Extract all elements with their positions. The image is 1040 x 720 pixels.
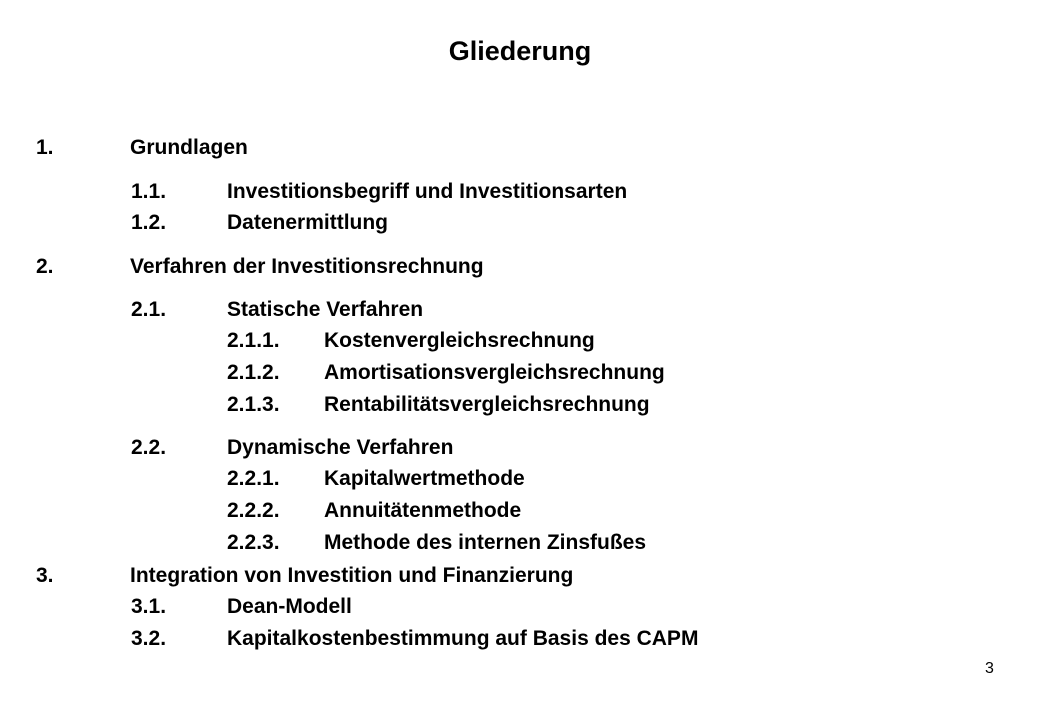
- page-number: 3: [985, 660, 994, 677]
- outline-text: Dean-Modell: [227, 595, 352, 618]
- outline-text: Datenermittlung: [227, 211, 389, 234]
- outline-text: Grundlagen: [130, 136, 248, 159]
- outline-number: 2.: [36, 255, 54, 278]
- outline-number: 2.2.3.: [227, 531, 280, 554]
- outline-text: Methode des internen Zinsfußes: [324, 531, 647, 554]
- outline-text: Dynamische Verfahren: [227, 436, 454, 459]
- outline-number: 2.1.: [131, 298, 167, 321]
- outline-text: Rentabilitätsvergleichsrechnung: [324, 393, 650, 416]
- outline-number: 3.2.: [131, 627, 167, 650]
- outline-number: 3.1.: [131, 595, 167, 618]
- outline-text: Amortisationsvergleichsrechnung: [324, 361, 665, 384]
- outline-number: 2.1.3.: [227, 393, 280, 416]
- outline-text: Kapitalwertmethode: [324, 467, 525, 490]
- outline-text: Kostenvergleichsrechnung: [324, 329, 595, 352]
- outline-text: Kapitalkostenbestimmung auf Basis des CAPM: [227, 627, 699, 650]
- outline-number: 2.2.1.: [227, 467, 280, 490]
- outline-number: 3.: [36, 564, 54, 587]
- outline-number: 1.1.: [131, 180, 167, 203]
- outline-text: Verfahren der Investitionsrechnung: [130, 255, 484, 278]
- outline-number: 1.2.: [131, 211, 167, 234]
- outline-text: Integration von Investition und Finanzierung: [130, 564, 574, 587]
- outline-number: 2.2.2.: [227, 499, 280, 522]
- outline-text: Statische Verfahren: [227, 298, 424, 321]
- outline-number: 2.1.1.: [227, 329, 280, 352]
- outline-number: 2.1.2.: [227, 361, 280, 384]
- outline-number: 2.2.: [131, 436, 167, 459]
- outline-text: Investitionsbegriff und Investitionsarten: [227, 180, 628, 203]
- page-title: Gliederung: [448, 36, 592, 66]
- outline-text: Annuitätenmethode: [324, 499, 522, 522]
- outline-number: 1.: [36, 136, 54, 159]
